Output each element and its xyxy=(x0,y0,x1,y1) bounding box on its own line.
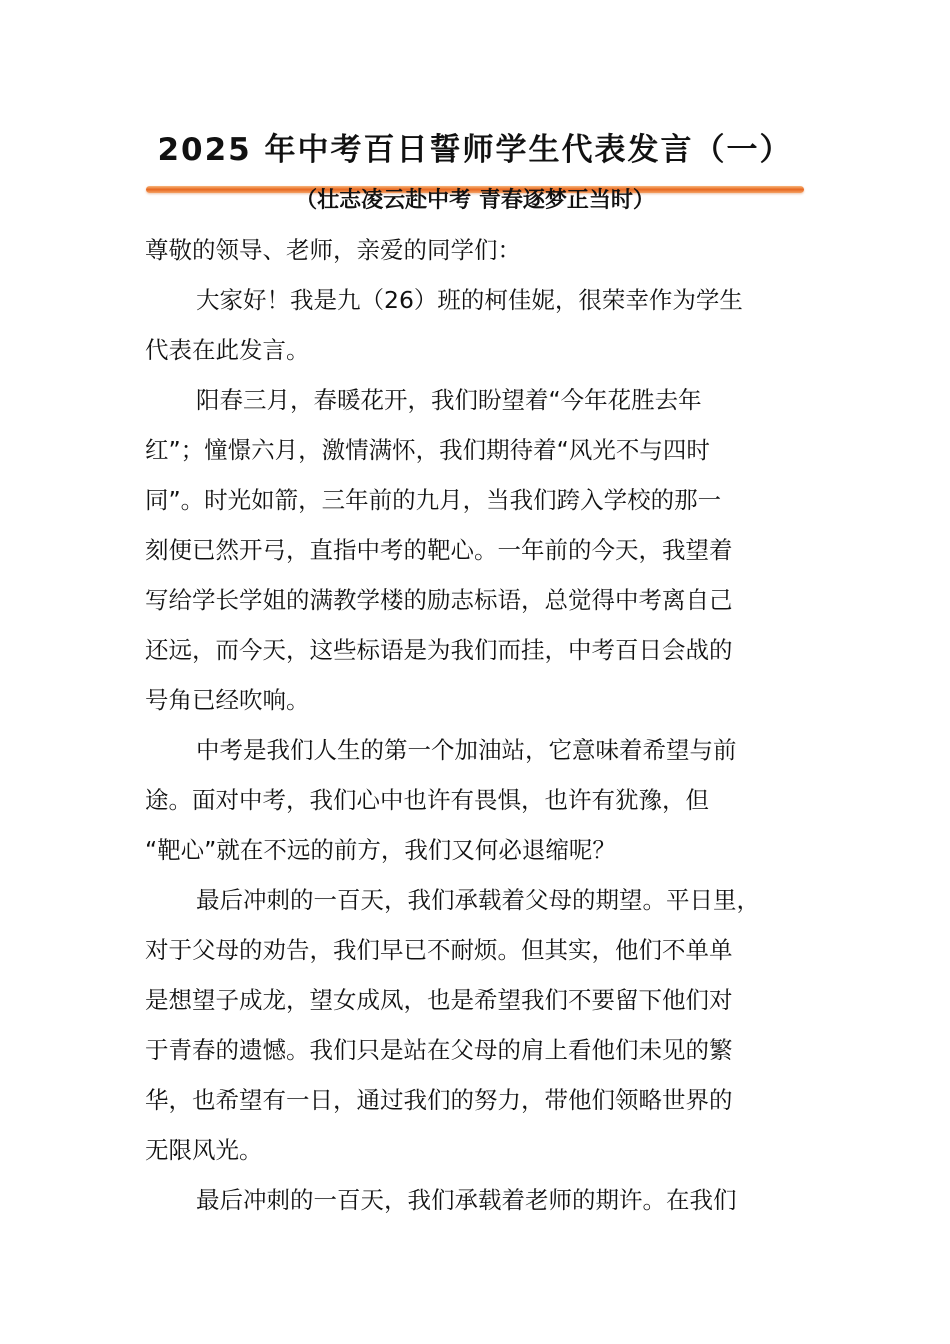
speech-body xyxy=(145,225,807,1225)
paragraph-line: 对于父母的劝告，我们早已不耐烦。但其实，他们不单单 xyxy=(145,936,733,964)
document-subtitle: （壮志凌云赴中考 青春逐梦正当时） xyxy=(295,188,655,213)
paragraph-line: 无限风光。 xyxy=(145,1136,263,1164)
paragraph-line: “靶心”就在不远的前方，我们又何必退缩呢？ xyxy=(145,836,616,864)
paragraph-line: 华，也希望有一日，通过我们的努力，带他们领略世界的 xyxy=(145,1086,733,1114)
paragraph-line: 最后冲刺的一百天，我们承载着老师的期许。在我们 xyxy=(196,1186,737,1214)
paragraph-line: 中考是我们人生的第一个加油站，它意味着希望与前 xyxy=(196,736,737,764)
paragraph-line: 同”。时光如箭，三年前的九月，当我们跨入学校的那一 xyxy=(145,486,722,514)
paragraph-line: 刻便已然开弓，直指中考的靶心。一年前的今天，我望着 xyxy=(145,536,733,564)
salutation-line: 尊敬的领导、老师，亲爱的同学们： xyxy=(145,236,521,264)
paragraph-line: 还远，而今天，这些标语是为我们而挂，中考百日会战的 xyxy=(145,636,733,664)
paragraph-line: 途。面对中考，我们心中也许有畏惧，也许有犹豫，但 xyxy=(145,786,709,814)
paragraph-line: 是想望子成龙，望女成凤，也是希望我们不要留下他们对 xyxy=(145,986,733,1014)
paragraph-line: 于青春的遗憾。我们只是站在父母的肩上看他们未见的繁 xyxy=(145,1036,733,1064)
paragraph-line: 号角已经吹响。 xyxy=(145,686,310,714)
paragraph-line: 最后冲刺的一百天，我们承载着父母的期望。平日里， xyxy=(196,886,760,914)
paragraph-line: 写给学长学姐的满教学楼的励志标语，总觉得中考离自己 xyxy=(145,586,733,614)
paragraph-line: 红”；憧憬六月，激情满怀，我们期待着“风光不与四时 xyxy=(145,436,710,464)
paragraph-line: 大家好！我是九（26）班的柯佳妮，很荣幸作为学生 xyxy=(196,286,743,314)
paragraph-line: 阳春三月，春暖花开，我们盼望着“今年花胜去年 xyxy=(196,386,702,414)
paragraph-line: 代表在此发言。 xyxy=(145,336,310,364)
document-title: 2025 年中考百日誓师学生代表发言（一） xyxy=(157,132,793,168)
